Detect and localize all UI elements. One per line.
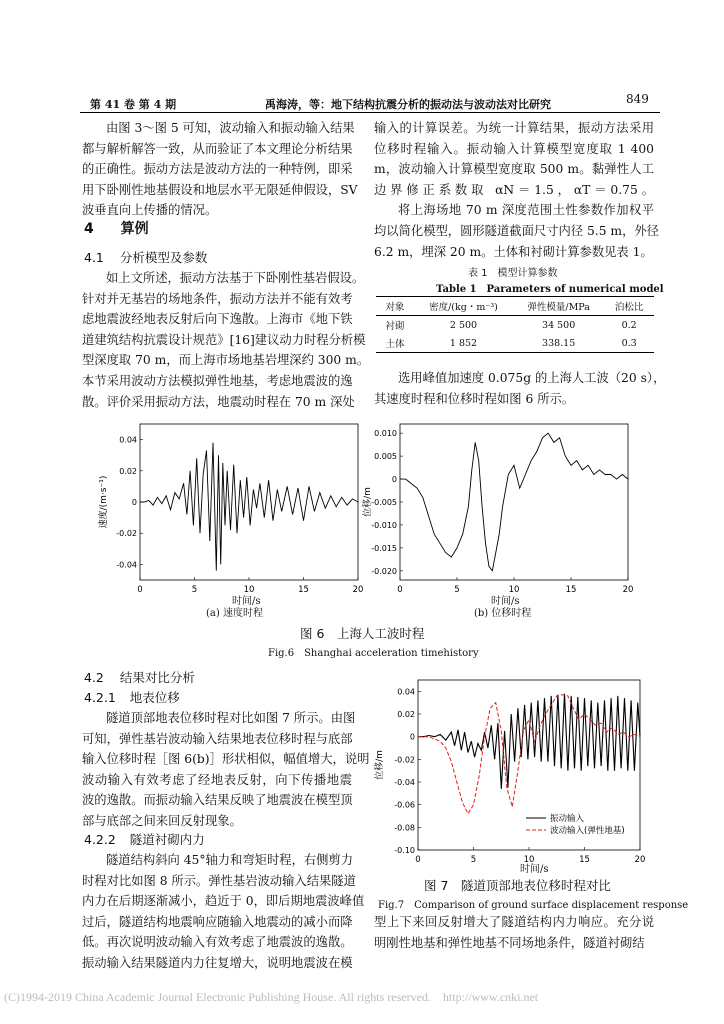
y-tick-label: -0.06 xyxy=(394,800,415,810)
y-tick-label: -0.04 xyxy=(116,560,137,570)
text-line: 道建筑结构抗震设计规范》[16]建议动力时程分析模 xyxy=(82,332,366,347)
subsection-number: 4.2.1 xyxy=(84,690,116,705)
text-line: 将上海场地 70 m 深度范围土性参数作加权平 xyxy=(398,203,654,218)
text-line: 选用峰值加速度 0.075g 的上海人工波（20 s）， xyxy=(398,371,666,385)
text-line: 虑地震波经地表反射后向下逸散。上海市《地下铁 xyxy=(82,312,353,327)
right-paragraph-bottom xyxy=(374,912,654,953)
subsection-title: 结果对比分析 xyxy=(119,670,195,685)
left-paragraph-4-2-2 xyxy=(82,850,365,974)
figure6-xlabel-b: 时间/s xyxy=(491,596,520,607)
text-line: 如上文所述，振动方法基于下卧刚性基岩假设。 xyxy=(106,271,365,285)
table1-cell: 0.3 xyxy=(621,337,637,349)
text-line: 位移时程输入。振动输入计算模型宽度取 1 400 xyxy=(374,141,654,156)
table-row xyxy=(376,316,654,335)
subsection-title: 分析模型及参数 xyxy=(119,250,208,265)
table1-header: 弹性模量/MPa xyxy=(527,302,590,313)
y-tick-label: 0 xyxy=(409,732,415,742)
series-line xyxy=(400,433,628,571)
x-tick-label: 5 xyxy=(191,585,198,595)
y-tick-label: -0.08 xyxy=(394,823,415,833)
y-tick-label: -0.02 xyxy=(394,755,415,765)
subsection-title: 地表位移 xyxy=(129,690,180,705)
plot-frame xyxy=(400,424,628,580)
copyright-footer: (C)1994-2019 China Academic Journal Electronic Publishing House. All rights reserved. http://www.cnki.net xyxy=(4,990,539,1004)
section-title: 算例 xyxy=(120,221,149,237)
y-tick-label: -0.02 xyxy=(116,529,137,539)
y-tick-label: -0.005 xyxy=(371,498,397,507)
y-tick-label: 0.04 xyxy=(397,687,415,697)
figure7-displacement-comparison-chart xyxy=(368,670,658,870)
x-tick-label: 15 xyxy=(565,585,577,595)
text-line: 针对并无基岩的场地条件，振动方法并不能有效考 xyxy=(82,291,353,306)
y-tick-label: 0 xyxy=(391,475,397,485)
figure7-caption-en: Fig.7 Comparison of ground surface displacement response xyxy=(378,900,689,911)
x-tick-label: 0 xyxy=(415,855,421,865)
subsection-number: 4.2.2 xyxy=(84,832,116,847)
figure6-caption-en: Fig.6 Shanghai acceleration timehistory xyxy=(268,648,479,659)
y-tick-label: 0.005 xyxy=(374,452,397,462)
text-line: 都与解析解答一致，从而验证了本文理论分析结果 xyxy=(82,141,353,156)
figure7-caption-cn: 图 7 隧道顶部地表位移时程对比 xyxy=(424,878,611,893)
y-axis-label: 位移/m xyxy=(363,487,373,517)
section-number: 4 xyxy=(84,221,94,237)
table1-cell: 2 500 xyxy=(449,319,478,331)
x-tick-label: 15 xyxy=(298,585,309,595)
table1-cell: 1 852 xyxy=(449,337,478,349)
x-tick-label: 20 xyxy=(352,585,364,595)
text-line: 均以简化模型，圆形隧道截面尺寸内径 5.5 m，外径 xyxy=(374,223,659,238)
text-line: 用下卧刚性地基假设和地层水平无限延伸假设，SV xyxy=(82,182,358,197)
text-line: 振动输入结果隧道内力往复增大，说明地震波在模 xyxy=(82,955,353,970)
y-tick-label: 0.02 xyxy=(397,710,415,719)
y-tick-label: -0.010 xyxy=(371,520,397,530)
right-paragraph-top xyxy=(374,118,659,262)
plot-frame xyxy=(418,680,640,850)
text-line: 边界修正系数取 αN＝1.5，αT＝0.75。 xyxy=(374,182,654,197)
text-line: 波垂直向上传播的情况。 xyxy=(82,203,218,218)
text-line: 时程对比如图 8 所示。弹性基岩波动输入结果隧道 xyxy=(82,873,356,888)
y-axis-label: 速度/(m·s⁻¹) xyxy=(99,475,109,529)
subsection-4-2-heading xyxy=(84,668,195,686)
text-line: 型上下来回反射增大了隧道结构内力响应。充分说 xyxy=(374,915,654,929)
x-tick-label: 5 xyxy=(470,855,477,865)
left-paragraph-intro xyxy=(82,118,358,221)
x-tick-label: 15 xyxy=(579,855,590,865)
text-line: 输入的计算误差。为统一计算结果，振动方法采用 xyxy=(374,121,654,135)
subsection-4-2-1-heading xyxy=(84,688,180,706)
y-tick-label: 0.04 xyxy=(119,435,137,445)
text-line: 散。评价采用振动方法，地震动时程在 70 m 深处 xyxy=(82,394,355,409)
right-paragraph-after-table xyxy=(374,368,666,409)
table1-cell: 土体 xyxy=(385,339,405,350)
figure7-xlabel: 时间/s xyxy=(520,864,549,875)
table1-cell: 338.15 xyxy=(542,337,576,349)
y-tick-label: 0.02 xyxy=(119,466,137,476)
text-line: 部与底部之间来回反射现象。 xyxy=(82,813,242,828)
x-tick-label: 10 xyxy=(523,855,535,865)
table1-header: 密度/(kg・m⁻³) xyxy=(429,302,498,313)
table1-caption-cn: 表 1 模型计算参数 xyxy=(468,268,558,279)
left-paragraph-4-1 xyxy=(82,268,370,412)
text-line: 过后，隧道结构地震响应随输入地震动的减小而降 xyxy=(82,914,353,929)
x-tick-label: 0 xyxy=(137,585,143,595)
text-line: 隧道顶部地表位移时程对比如图 7 所示。由图 xyxy=(106,711,356,725)
y-tick-label: 0.010 xyxy=(374,429,397,439)
x-tick-label: 10 xyxy=(508,585,520,595)
text-line: 可知，弹性基岩波动输入结果地表位移时程与底部 xyxy=(82,731,353,746)
text-line: 由图 3～图 5 可知，波动输入和振动输入结果 xyxy=(106,121,355,135)
table1-caption-en: Table 1 Parameters of numerical model xyxy=(436,284,664,295)
text-line: 低。再次说明波动输入有效考虑了地震波的逸散。 xyxy=(82,935,353,950)
text-line: 输入位移时程［图 6(b)］形状相似，幅值增大，说明 xyxy=(82,752,370,767)
x-tick-label: 10 xyxy=(243,585,255,595)
table-row xyxy=(376,334,654,353)
text-line: 明刚性地基和弹性地基不同场地条件，隧道衬砌结 xyxy=(374,935,645,950)
subsection-number: 4.2 xyxy=(84,670,104,685)
journal-volume: 第 41 卷 第 4 期 xyxy=(90,98,177,111)
series-line xyxy=(140,443,358,571)
legend-label-vibration: 振动输入 xyxy=(550,814,585,824)
y-tick-label: -0.020 xyxy=(371,566,397,576)
figure6-sub-a: (a) 速度时程 xyxy=(206,608,263,619)
page-number: 849 xyxy=(626,92,649,106)
x-tick-label: 5 xyxy=(454,585,460,595)
table1-cell: 0.2 xyxy=(621,319,637,331)
text-line: 波的逸散。而振动输入结果反映了地震波在模型顶 xyxy=(82,793,353,808)
figure6-caption-cn: 图 6 上海人工波时程 xyxy=(300,626,425,641)
subsection-4-2-2-heading xyxy=(84,830,205,848)
y-tick-label: -0.015 xyxy=(371,543,397,553)
text-line: 隧道结构斜向 45°轴力和弯矩时程，右侧剪力 xyxy=(106,853,354,867)
text-line: 6.2 m，埋深 20 m。土体和衬砌计算参数见表 1。 xyxy=(374,244,653,259)
subsection-title: 隧道衬砌内力 xyxy=(129,832,205,847)
x-tick-label: 20 xyxy=(634,855,646,865)
text-line: 的正确性。振动方法是波动方法的一种特例，即采 xyxy=(82,162,353,177)
series-line xyxy=(418,694,640,789)
table1-cell: 衬砌 xyxy=(385,321,405,332)
figure6-xlabel-a: 时间/s xyxy=(232,596,261,607)
table1 xyxy=(376,296,654,353)
subsection-number: 4.1 xyxy=(84,250,104,265)
y-tick-label: -0.10 xyxy=(394,846,415,855)
y-tick-label: -0.04 xyxy=(394,778,415,787)
section-4-heading xyxy=(84,218,149,238)
left-paragraph-4-2-1 xyxy=(82,708,370,832)
table1-cell: 34 500 xyxy=(542,319,576,331)
text-line: m，波动输入计算模型宽度取 500 m。黏弹性人工 xyxy=(374,162,654,177)
table1-header: 泊松比 xyxy=(614,302,644,313)
text-line: 型深度取 70 m，而上海市场地基岩埋深约 300 m。 xyxy=(82,353,370,368)
figure6-sub-b: (b) 位移时程 xyxy=(474,608,532,619)
y-tick-label: 0 xyxy=(131,498,137,507)
text-line: 内力在后期逐渐减小，趋近于 0，即后期地震波峰值 xyxy=(82,894,365,909)
x-tick-label: 20 xyxy=(622,585,634,595)
y-axis-label: 位移/m xyxy=(375,750,385,780)
running-title: 禹海涛，等：地下结构抗震分析的振动法与波动法对比研究 xyxy=(265,98,551,111)
table1-header: 对象 xyxy=(385,302,405,313)
subsection-4-1-heading xyxy=(84,248,207,266)
text-line: 波动输入有效考虑了经地表反射，向下传播地震 xyxy=(82,772,352,787)
x-tick-label: 0 xyxy=(397,585,403,595)
header-rule xyxy=(80,112,660,113)
legend-label-wave: 波动输入(弹性地基) xyxy=(550,826,625,836)
text-line: 本节采用波动方法模拟弹性地基，考虑地震波的逸 xyxy=(82,373,353,388)
text-line: 其速度时程和位移时程如图 6 所示。 xyxy=(374,391,575,406)
